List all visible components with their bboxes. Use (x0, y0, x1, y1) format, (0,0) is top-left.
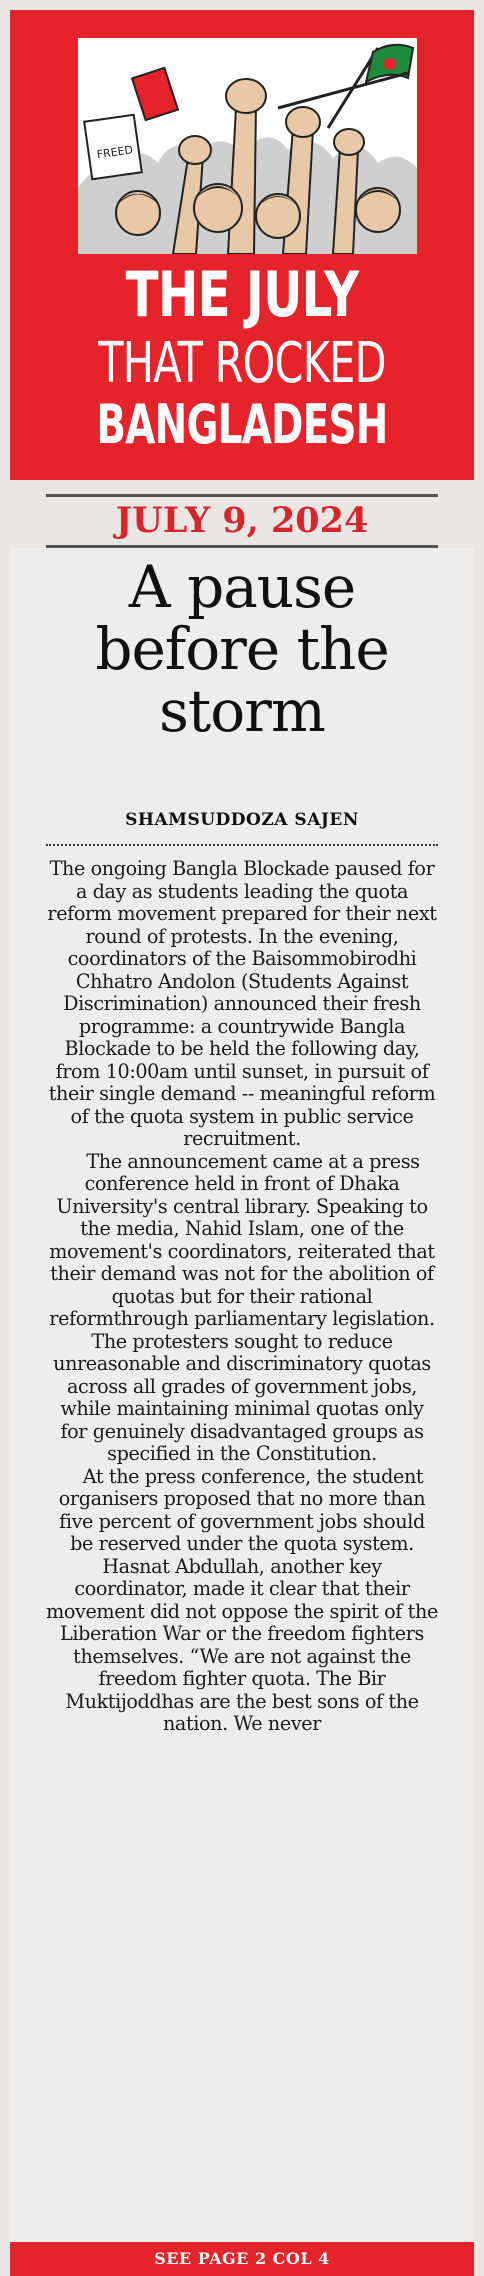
protest-illustration (78, 38, 417, 254)
headline-line-2: before the (95, 615, 389, 683)
byline: SHAMSUDDOZA SAJEN (125, 810, 359, 830)
masthead-line-1: THE JULY (125, 258, 359, 331)
article-panel (10, 548, 474, 2266)
paragraph-1: The ongoing Bangla Blockade paused for a day as students leading the quota reform movement prepared for their next round of protests. In the evening, coordinators of the Baisommobirodhi Chhatro Andolon (Students Against Discrimination) announced their fresh programme: a countrywide Bangla Blockade to be held the following day, from 10:00am until sunset, in pursuit of their single demand -- meaningful reform of the quota system in public service recruitment. (47, 857, 437, 1150)
headline (10, 553, 474, 745)
continued-on-label[interactable]: SEE PAGE 2 COL 4 (154, 2249, 330, 2268)
issue-date: JULY 9, 2024 (115, 500, 369, 541)
dotted-divider (46, 844, 438, 846)
masthead-line-3: BANGLADESH (96, 393, 388, 456)
continuation-bar (10, 2242, 474, 2276)
masthead-line-2: THAT ROCKED (98, 331, 386, 396)
headline-line-3: storm (159, 677, 325, 745)
date-strip (46, 494, 438, 548)
sign-text: FREED (96, 143, 134, 162)
article-body (46, 858, 438, 1736)
headline-line-1: A pause (128, 553, 356, 621)
masthead-banner (10, 10, 474, 480)
protest-illustration-art (78, 38, 417, 254)
paragraph-3: At the press conference, the student organisers proposed that no more than five percent of government jobs should be reserved under the quota system. Hasnat Abdullah, another key coordinator, made it clear that their movement did not oppose the spirit of the Liberation War or the freedom fighters themselves. “We are not against the freedom fighter quota. The Bir Muktijoddhas are the best sons of the nation. We never (46, 1464, 438, 1735)
paragraph-2: The announcement came at a press conference held in front of Dhaka University's central library. Speaking to the media, Nahid Islam, one of the movement's coordinators, reiterated that their demand was not for the abolition of quotas but for their rational reformthrough parliamentary legislation. The protesters sought to reduce unreasonable and discriminatory quotas across all grades of government jobs, while maintaining minimal quotas only for genuinely disadvantaged groups as specified in the Constitution. (49, 1149, 435, 1465)
